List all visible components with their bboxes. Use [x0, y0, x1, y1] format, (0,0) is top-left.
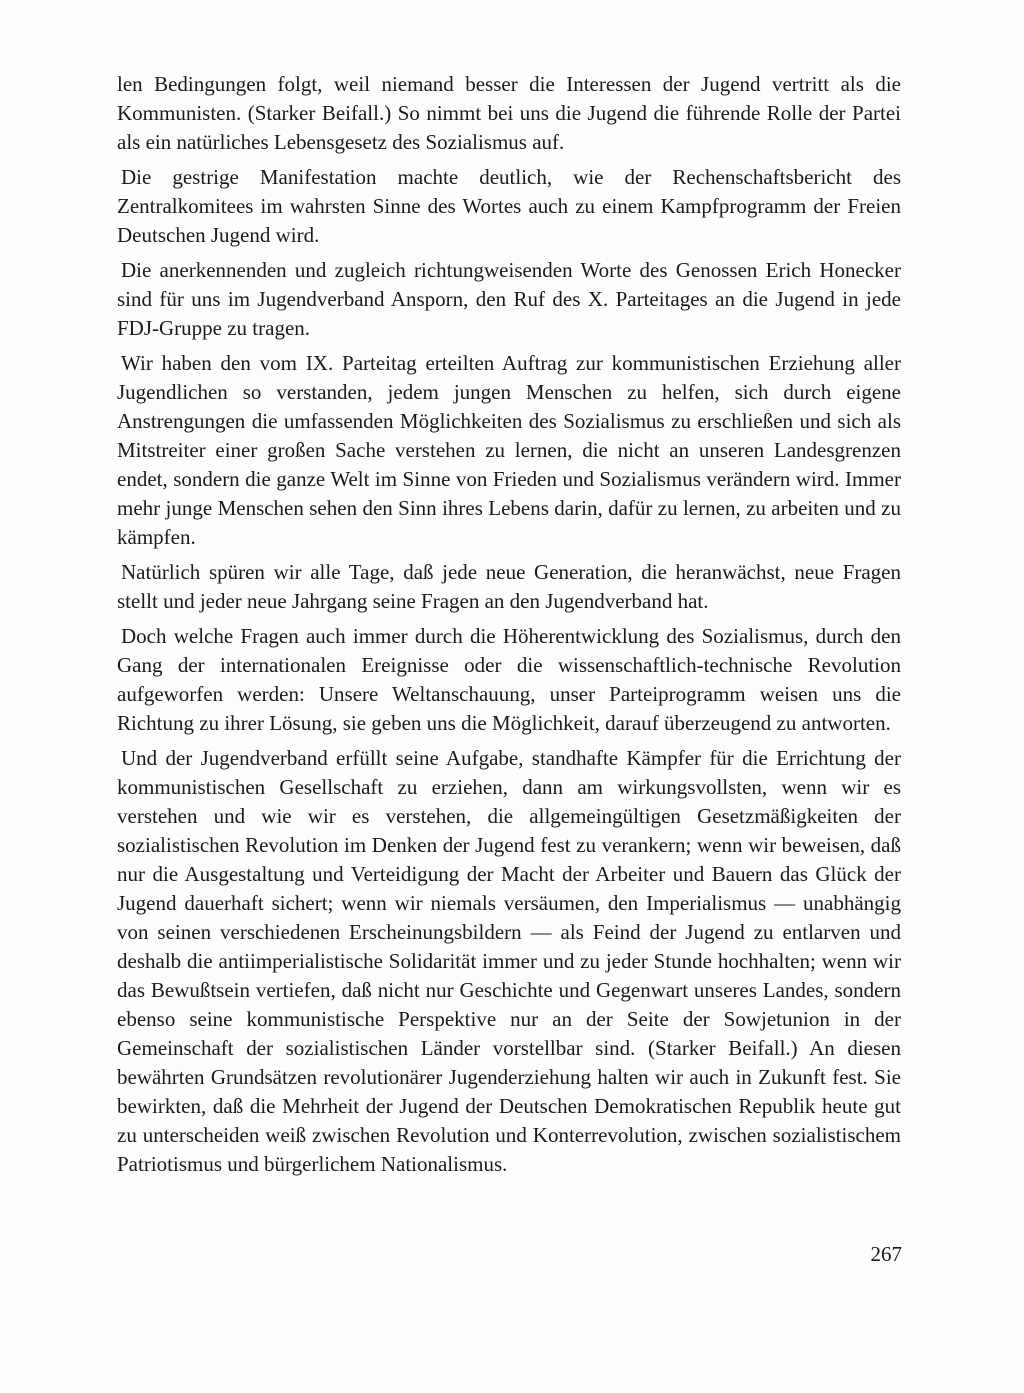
paragraph-5: Natürlich spüren wir alle Tage, daß jede neue Generation, die heranwächst, neue Fragen stellt und jeder neue Jahrgang seine Fragen an den Jugendverband hat.	[117, 560, 901, 613]
paragraph-7: Und der Jugendverband erfüllt seine Aufgabe, standhafte Kämpfer für die Errichtung der kommunistischen Gesellschaft zu erziehen, dann am wirkungsvollsten, wenn wir es verstehen und wie wir es verstehen, die allgemeingültigen Gesetzmäßigkeiten der sozialistischen Revolution im Denken der Jugend fest zu verankern; wenn wir beweisen, daß nur die Ausgestaltung und Verteidigung der Macht der Arbeiter und Bauern das Glück der Jugend dauerhaft sichert; wenn wir niemals versäumen, den Imperialismus — unabhängig von seinen verschiedenen Erscheinungsbildern — als Feind der Jugend zu entlarven und deshalb die antiimperialistische Solidarität immer und zu jeder Stunde hochhalten; wenn wir das Bewußtsein vertiefen, daß nicht nur Geschichte und Gegenwart unseres Landes, sondern ebenso seine kommunistische Perspektive nur an der Seite der Sowjetunion in der Gemeinschaft der sozialistischen Länder vorstellbar sind. (Starker Beifall.) An diesen bewährten Grundsätzen revolutionärer Jugenderziehung halten wir auch in Zukunft fest. Sie bewirkten, daß die Mehrheit der Jugend der Deutschen Demokratischen Republik heute gut zu unterscheiden weiß zwischen Revolution und Konterrevolution, zwischen sozialistischem Patriotismus und bürgerlichem Nationalismus.	[117, 746, 901, 1176]
paragraph-1: len Bedingungen folgt, weil niemand besser die Interessen der Jugend vertritt als die Kommunisten. (Starker Beifall.) So nimmt bei uns die Jugend die führende Rolle der Partei als ein natürliches Lebensgesetz des Sozialismus auf.	[117, 72, 901, 154]
paragraph-4: Wir haben den vom IX. Parteitag erteilten Auftrag zur kommunistischen Erziehung aller Jugendlichen so verstanden, jedem jungen Menschen zu helfen, sich durch eigene Anstrengungen die umfassenden Möglichkeiten des Sozialismus zu erschließen und sich als Mitstreiter einer großen Sache verstehen zu lernen, die nicht an unseren Landesgrenzen endet, sondern die ganze Welt im Sinne von Frieden und Sozialismus verändern wird. Immer mehr junge Menschen sehen den Sinn ihres Lebens darin, dafür zu lernen, zu arbeiten und zu kämpfen.	[117, 351, 901, 549]
paragraph-3: Die anerkennenden und zugleich richtungweisenden Worte des Genossen Erich Honecker sind für uns im Jugendverband Ansporn, den Ruf des X. Parteitages an die Jugend in jede FDJ-Gruppe zu tragen.	[117, 258, 901, 340]
page-number: 267	[870, 1242, 902, 1266]
body-text	[117, 70, 901, 1185]
paragraph-6: Doch welche Fragen auch immer durch die Höherentwicklung des Sozialismus, durch den Gang der internationalen Ereignisse oder die wissenschaftlich-technische Revolution aufgeworfen werden: Unsere Weltanschauung, unser Parteiprogramm weisen uns die Richtung zu ihrer Lösung, sie geben uns die Möglichkeit, darauf überzeugend zu antworten.	[117, 624, 901, 735]
paragraph-2: Die gestrige Manifestation machte deutlich, wie der Rechenschaftsbericht des Zentralkomitees im wahrsten Sinne des Wortes auch zu einem Kampfprogramm der Freien Deutschen Jugend wird.	[117, 165, 901, 247]
